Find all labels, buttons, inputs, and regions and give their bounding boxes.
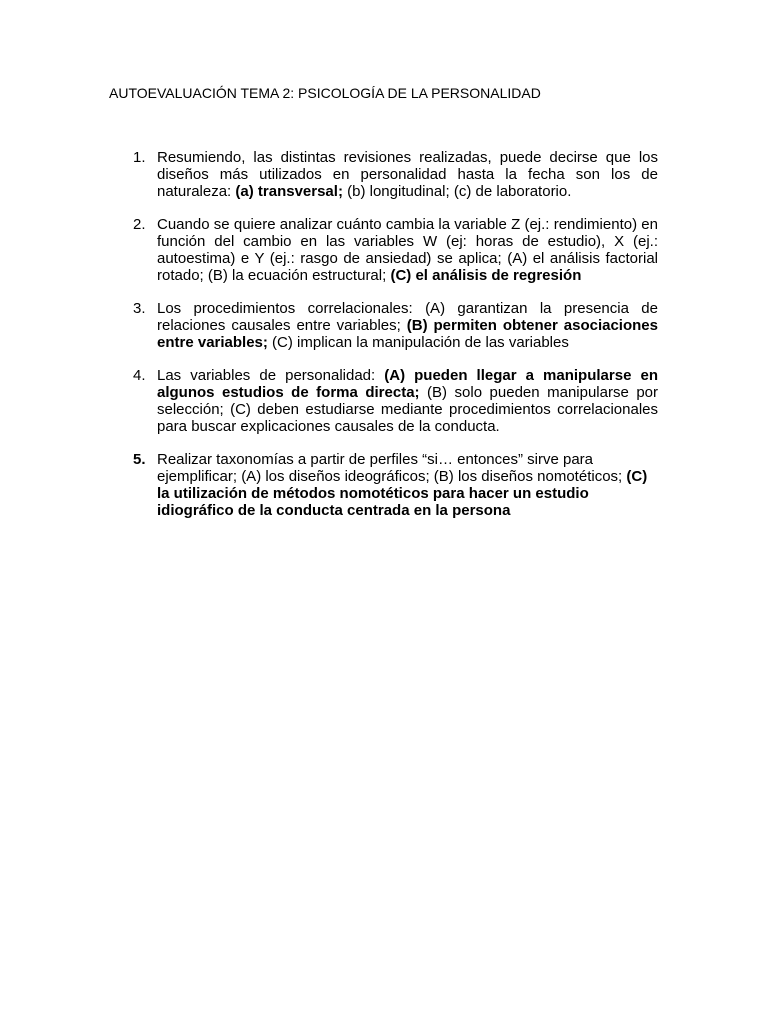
question-options: (b) longitudinal; (c) de laboratorio. xyxy=(342,183,572,200)
question-number: 4. xyxy=(133,367,146,384)
question-number: 2. xyxy=(133,216,146,233)
page-title: AUTOEVALUACIÓN TEMA 2: PSICOLOGÍA DE LA PERSONALIDAD xyxy=(109,85,541,101)
correct-answer: (B) permiten obtener asociaciones entre variables; xyxy=(157,317,658,351)
question-options: (C) implican la manipulación de las variables xyxy=(267,334,569,351)
correct-answer: (a) transversal; xyxy=(235,183,343,200)
question-text: Resumiendo, las distintas revisiones realizadas, puede decirse que los diseños más utilizados en personalidad hasta la fecha son los de naturaleza: xyxy=(157,149,658,200)
question-2 xyxy=(130,216,658,284)
question-text: Realizar taxonomías a partir de perfiles “si… entonces” sirve para ejemplificar; (A) los diseños ideográficos; (B) los diseños nomotéticos; xyxy=(157,451,627,485)
question-4 xyxy=(130,367,658,435)
question-number: 3. xyxy=(133,300,146,317)
question-number: 1. xyxy=(133,149,146,166)
question-text: Cuando se quiere analizar cuánto cambia la variable Z (ej.: rendimiento) en función del cambio en las variables W (ej: horas de estudio), X (ej.: autoestima) e Y (ej.: rasgo de ansiedad) se aplica; (A) el análisis factorial rotado; (B) la ecuación estructural; xyxy=(157,216,658,284)
question-options: (B) solo pueden manipularse por selección; (C) deben estudiarse mediante procedimientos correlacionales para buscar explicaciones causales de la conducta. xyxy=(157,384,658,435)
correct-answer: (C) la utilización de métodos nomotéticos para hacer un estudio idiográfico de la conducta centrada en la persona xyxy=(157,468,648,519)
question-list xyxy=(130,149,658,535)
question-text: Las variables de personalidad: xyxy=(157,367,385,384)
question-number: 5. xyxy=(133,451,146,468)
correct-answer: (A) pueden llegar a manipularse en algunos estudios de forma directa; xyxy=(157,367,658,401)
question-3 xyxy=(130,300,658,351)
question-1 xyxy=(130,149,658,200)
correct-answer: (C) el análisis de regresión xyxy=(390,267,582,284)
question-5 xyxy=(130,451,658,519)
question-text: Los procedimientos correlacionales: (A) garantizan la presencia de relaciones causales entre variables; xyxy=(157,300,658,334)
